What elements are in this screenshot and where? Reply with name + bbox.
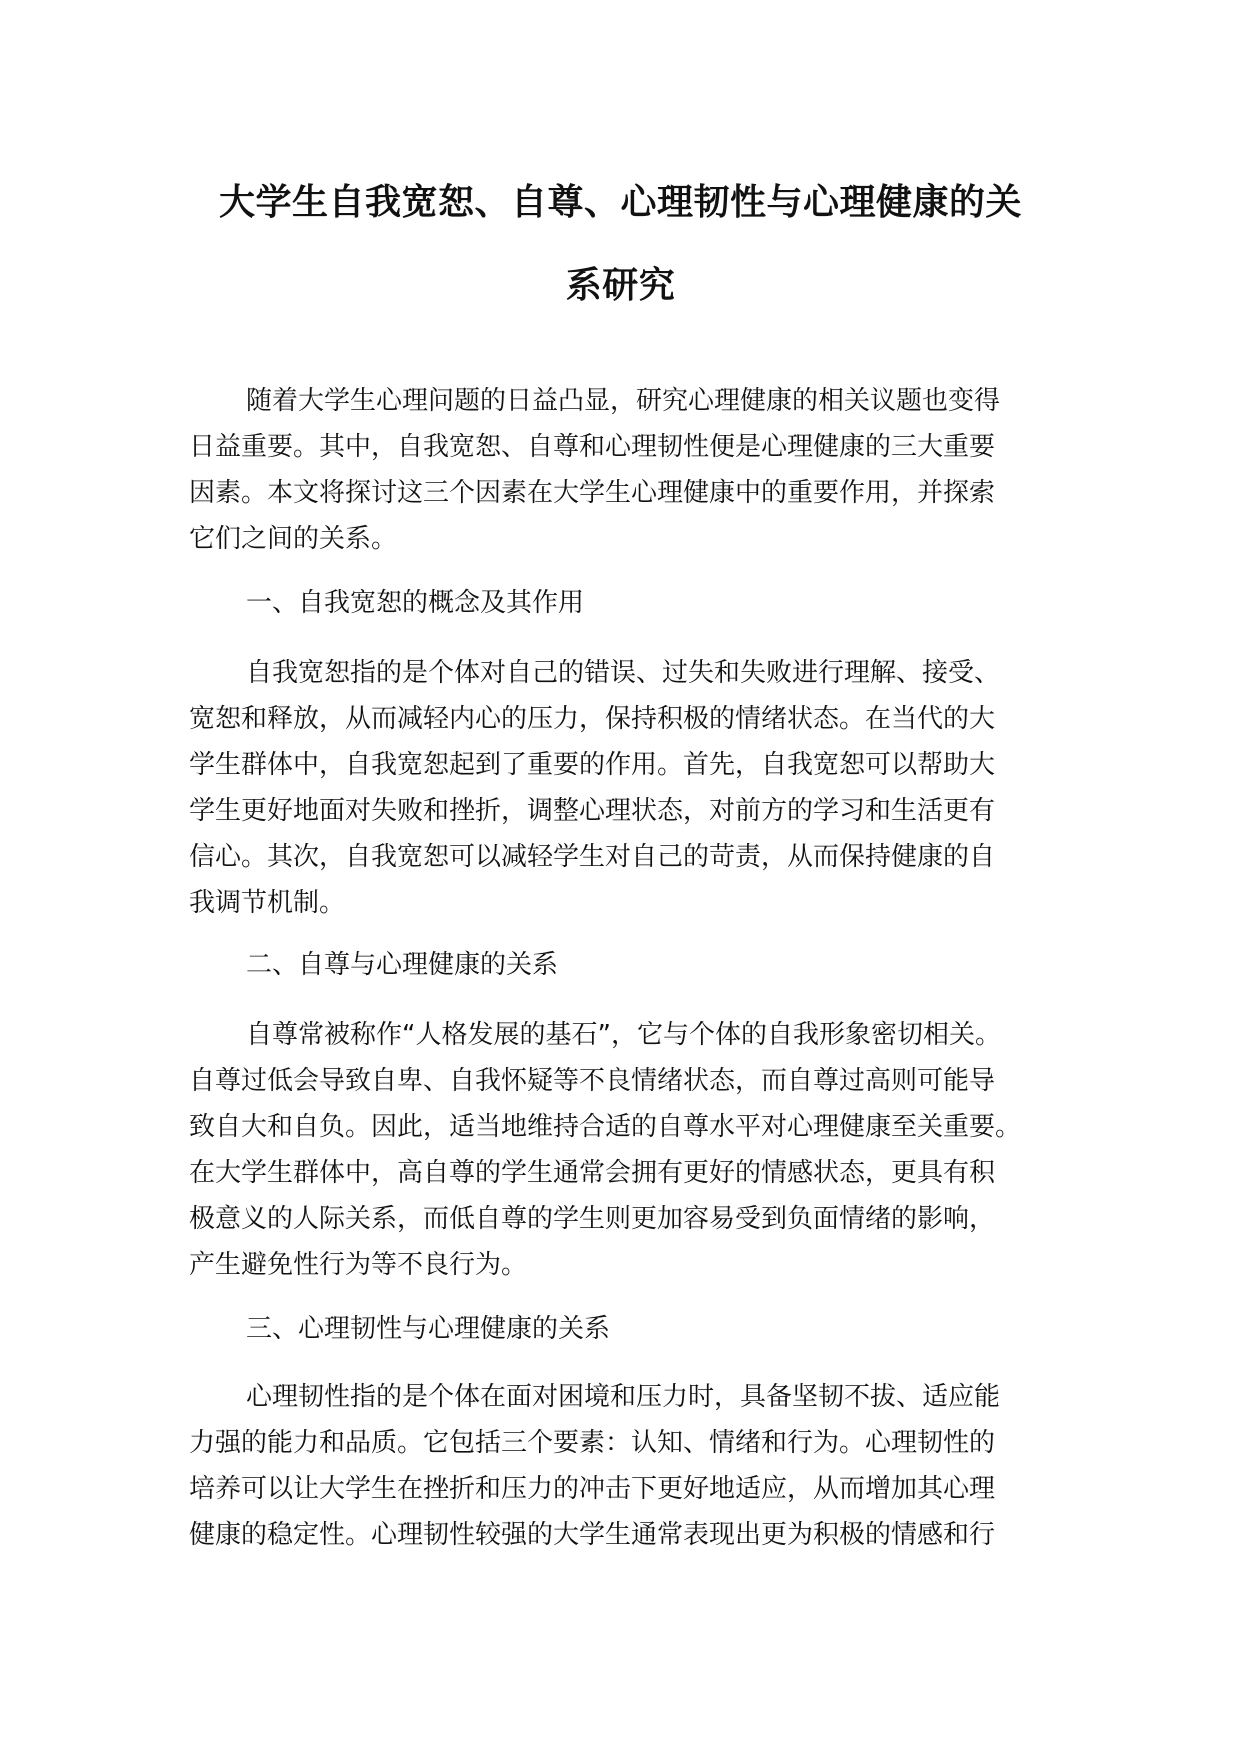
section-3-paragraph <box>189 1374 1089 1558</box>
document-title-line-2: 系研究 <box>565 265 676 306</box>
paragraph-line: 心理韧性指的是个体在面对困境和压力时，具备坚韧不拔、适应能 <box>246 1382 1001 1412</box>
paragraph-line: 致自大和自负。因此，适当地维持合适的自尊水平对心理健康至关重要。 <box>189 1112 1022 1142</box>
paragraph-line: 学生群体中，自我宽恕起到了重要的作用。首先，自我宽恕可以帮助大 <box>189 750 996 780</box>
paragraph-line: 日益重要。其中，自我宽恕、自尊和心理韧性便是心理健康的三大重要 <box>189 432 996 462</box>
paragraph-line: 极意义的人际关系，而低自尊的学生则更加容易受到负面情绪的影响， <box>189 1204 996 1234</box>
paragraph-line: 随着大学生心理问题的日益凸显，研究心理健康的相关议题也变得 <box>246 386 1001 416</box>
paragraph-line: 因素。本文将探讨这三个因素在大学生心理健康中的重要作用，并探索 <box>189 478 996 508</box>
paragraph-line: 力强的能力和品质。它包括三个要素：认知、情绪和行为。心理韧性的 <box>189 1428 996 1458</box>
paragraph-line: 健康的稳定性。心理韧性较强的大学生通常表现出更为积极的情感和行 <box>189 1520 996 1550</box>
paragraph-line: 自尊常被称作“人格发展的基石”，它与个体的自我形象密切相关。 <box>246 1020 1001 1050</box>
paragraph-line: 宽恕和释放，从而减轻内心的压力，保持积极的情绪状态。在当代的大 <box>189 704 996 734</box>
section-1-paragraph <box>189 650 1089 926</box>
intro-paragraph <box>189 378 1089 562</box>
paragraph-line: 信心。其次，自我宽恕可以减轻学生对自己的苛责，从而保持健康的自 <box>189 842 996 872</box>
section-heading-3: 三、心理韧性与心理健康的关系 <box>246 1314 611 1344</box>
section-heading-2: 二、自尊与心理健康的关系 <box>246 950 559 980</box>
paragraph-line: 自我宽恕指的是个体对自己的错误、过失和失败进行理解、接受、 <box>246 658 1001 688</box>
paragraph-line: 在大学生群体中，高自尊的学生通常会拥有更好的情感状态，更具有积 <box>189 1158 996 1188</box>
document-title-line-1: 大学生自我宽恕、自尊、心理韧性与心理健康的关 <box>218 182 1022 223</box>
section-2-paragraph <box>189 1012 1089 1288</box>
paragraph-line: 我调节机制。 <box>189 888 346 918</box>
section-heading-1: 一、自我宽恕的概念及其作用 <box>246 588 585 618</box>
paragraph-line: 自尊过低会导致自卑、自我怀疑等不良情绪状态，而自尊过高则可能导 <box>189 1066 996 1096</box>
paragraph-line: 它们之间的关系。 <box>189 524 398 554</box>
paragraph-line: 培养可以让大学生在挫折和压力的冲击下更好地适应，从而增加其心理 <box>189 1474 996 1504</box>
paragraph-line: 学生更好地面对失败和挫折，调整心理状态，对前方的学习和生活更有 <box>189 796 996 826</box>
paragraph-line: 产生避免性行为等不良行为。 <box>189 1250 528 1280</box>
